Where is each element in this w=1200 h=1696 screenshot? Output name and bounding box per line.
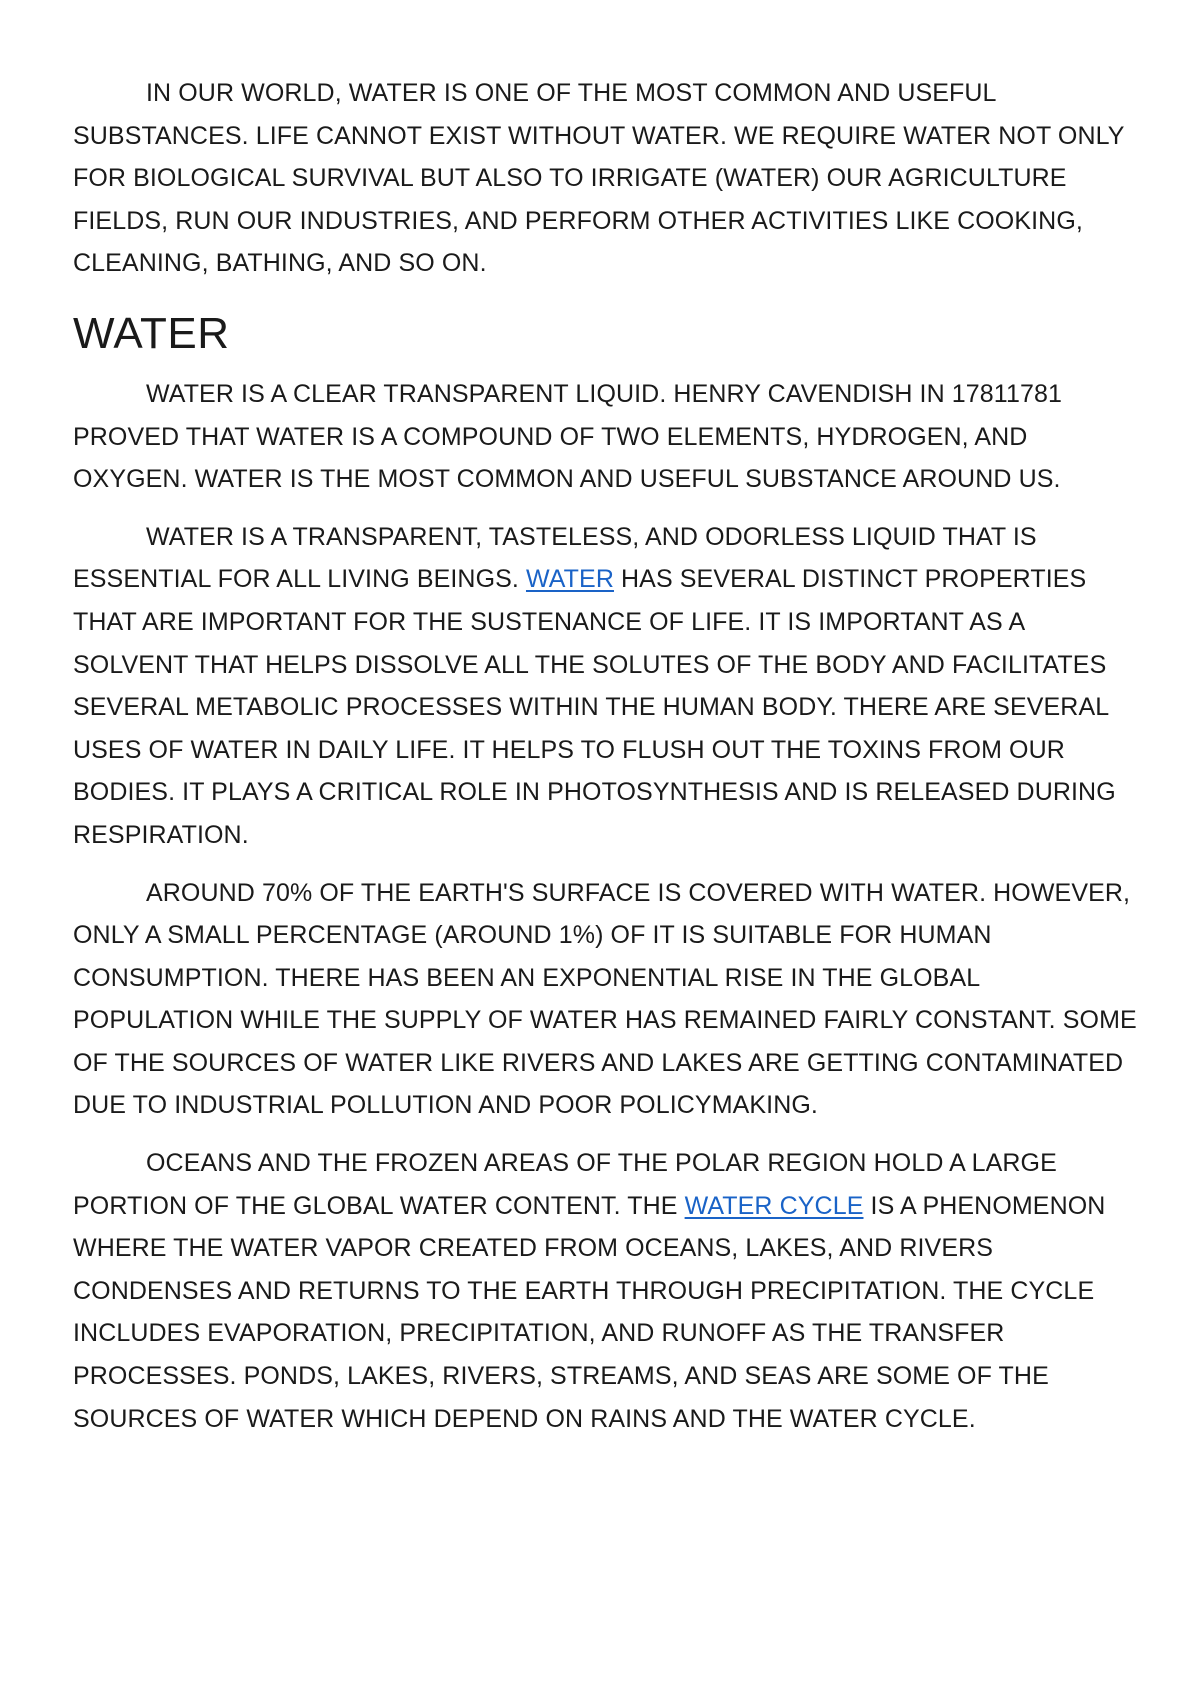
paragraph-properties-text-before: WATER IS A TRANSPARENT, TASTELESS, AND ODORLESS LIQUID THAT IS ESSENTIAL FOR ALL LIVING BEINGS. <box>73 522 1037 594</box>
section-heading: WATER <box>73 308 230 358</box>
paragraph-water-cycle-text-after: IS A PHENOMENON WHERE THE WATER VAPOR CREATED FROM OCEANS, LAKES, AND RIVERS CONDENSES AND RETURNS TO THE EARTH THROUGH PRECIPITATION. THE CYCLE INCLUDES EVAPORATION, PRECIPITATION, AND RUNOFF AS THE TRANSFER PROCESSES. PONDS, LAKES, RIVERS, STREAMS, AND SEAS ARE SOME OF THE SOURCES OF WATER WHICH DEPEND ON RAINS AND THE WATER CYCLE. <box>73 1191 1106 1433</box>
paragraph-properties-text-after: HAS SEVERAL DISTINCT PROPERTIES THAT ARE IMPORTANT FOR THE SUSTENANCE OF LIFE. IT IS IMPORTANT AS A SOLVENT THAT HELPS DISSOLVE ALL THE SOLUTES OF THE BODY AND FACILITATES SEVERAL METABOLIC PROCESSES WITHIN THE HUMAN BODY. THERE ARE SEVERAL USES OF WATER IN DAILY LIFE. IT HELPS TO FLUSH OUT THE TOXINS FROM OUR BODIES. IT PLAYS A CRITICAL ROLE IN PHOTOSYNTHESIS AND IS RELEASED DURING RESPIRATION. <box>73 565 1116 849</box>
paragraph-earth-surface: AROUND 70% OF THE EARTH'S SURFACE IS COVERED WITH WATER. HOWEVER, ONLY A SMALL PERCENTAGE (AROUND 1%) OF IT IS SUITABLE FOR HUMAN CONSUMPTION. THERE HAS BEEN AN EXPONENTIAL RISE IN THE GLOBAL POPULATION WHILE THE SUPPLY OF WATER HAS REMAINED FAIRLY CONSTANT. SOME OF THE SOURCES OF WATER LIKE RIVERS AND LAKES ARE GETTING CONTAMINATED DUE TO INDUSTRIAL POLLUTION AND POOR POLICYMAKING. <box>73 878 1137 1120</box>
water-link[interactable]: WATER <box>525 565 614 594</box>
water-cycle-link[interactable]: WATER CYCLE <box>684 1191 864 1220</box>
document-page <box>73 72 1143 1440</box>
paragraph-water-cycle-text-before: OCEANS AND THE FROZEN AREAS OF THE POLAR REGION HOLD A LARGE PORTION OF THE GLOBAL WATER CONTENT. THE <box>73 1149 1057 1220</box>
paragraph-properties <box>73 516 1143 857</box>
paragraph-definition: WATER IS A CLEAR TRANSPARENT LIQUID. HENRY CAVENDISH IN 17811781 PROVED THAT WATER IS A COMPOUND OF TWO ELEMENTS, HYDROGEN, AND OXYGEN. WATER IS THE MOST COMMON AND USEFUL SUBSTANCE AROUND US. <box>73 379 1062 494</box>
intro-paragraph: IN OUR WORLD, WATER IS ONE OF THE MOST COMMON AND USEFUL SUBSTANCES. LIFE CANNOT EXIST WITHOUT WATER. WE REQUIRE WATER NOT ONLY FOR BIOLOGICAL SURVIVAL BUT ALSO TO IRRIGATE (WATER) OUR AGRICULTURE FIELDS, RUN OUR INDUSTRIES, AND PERFORM OTHER ACTIVITIES LIKE COOKING, CLEANING, BATHING, AND SO ON. <box>73 79 1125 278</box>
paragraph-water-cycle <box>73 1142 1143 1440</box>
